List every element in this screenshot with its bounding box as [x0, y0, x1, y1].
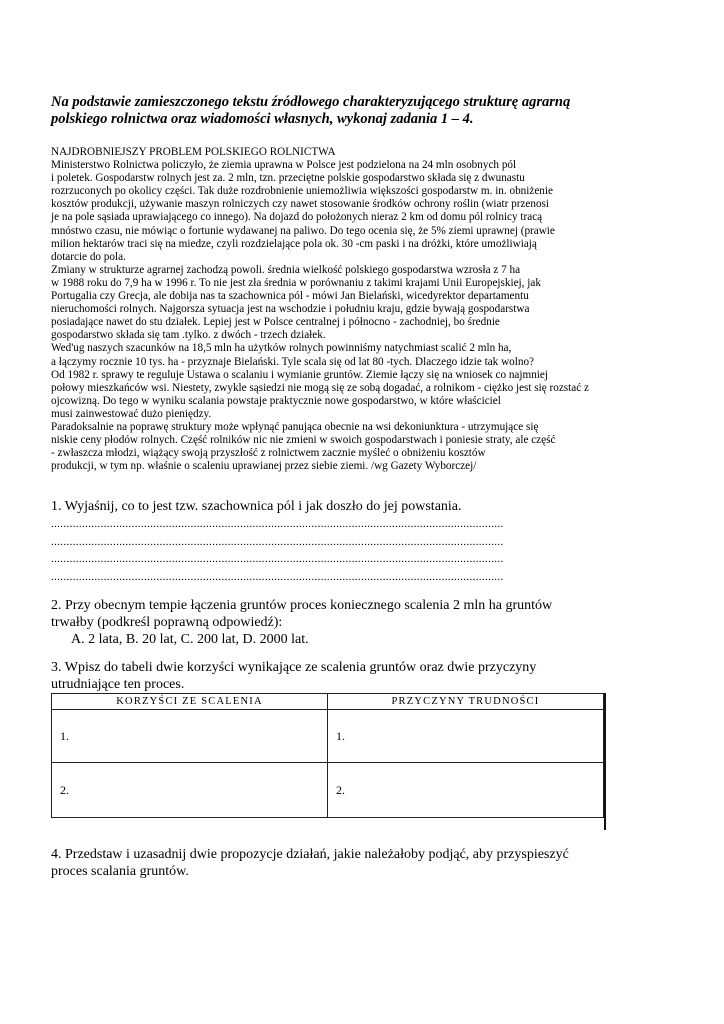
answer-line[interactable]: ..................................................................................................................................................: [51, 535, 504, 548]
source-line: ojcowizną. Do tego w wyniku scalania powstaje praktycznie nowe gospodarstwo, w które właściciel: [51, 394, 501, 407]
source-text: [51, 146, 691, 473]
source-line: Paradoksalnie na poprawę struktury może wpłynąć panująca obecnie na wsi dekoniunktura - utrzymujące się: [51, 420, 539, 433]
question-4-line: 4. Przedstaw i uzasadnij dwie propozycje działań, jakie należałoby podjąć, aby przyspieszyć: [51, 847, 569, 862]
source-line: w 1988 roku do 7,9 ha w 1996 r. To nie jest zła średnia w porównaniu z takimi krajami Unii Europejskiej, jak: [51, 276, 541, 289]
source-line: mnóstwo czasu, nie mówiąc o fortunie wydawanej na paliwo. Do tego ocenia się, że 5% ziemi uprawnej (prawie: [51, 224, 555, 237]
answer-line[interactable]: ..................................................................................................................................................: [51, 518, 504, 530]
source-line: je na pole sąsiada uprawiającego co innego). Na dojazd do położonych nieraz 2 km od domu pól rolnicy tracą: [51, 211, 543, 224]
source-line: musi zainwestować dużo pieniędzy.: [51, 407, 212, 420]
table-row: [52, 710, 604, 763]
answer-table: [51, 693, 604, 818]
source-line: posiadające nawet do stu działek. Lepiej jest w Polsce centralnej i północno - zachodniej, bo średnie: [51, 316, 500, 329]
question-3-line: utrudniające ten proces.: [51, 677, 185, 692]
source-line: Portugalia czy Grecja, ale dobija nas ta szachownica pól - mówi Jan Bielański, wicedyrektor departamentu: [51, 290, 529, 303]
table-right-border: [604, 693, 606, 830]
question-4: [51, 846, 569, 880]
source-line: połowy mieszkańców wsi. Niestety, zwykle sąsiedzi nie mogą się ze sobą dogadać, a rolnikom - ciężko jest się rozstać z: [51, 381, 589, 394]
header-difficulties: PRZYCZYNY TRUDNOŚCI: [328, 694, 604, 710]
question-2-line: 2. Przy obecnym tempie łączenia gruntów proces koniecznego scalenia 2 mln ha gruntów: [51, 598, 553, 613]
question-2-options[interactable]: A. 2 lata, B. 20 lat, C. 200 lat, D. 2000 lat.: [71, 632, 309, 647]
source-line: rozrzuconych po okolicy części. Tak duże rozdrobnienie uniemożliwia większości gospodarstw m. in. obniżenie: [51, 185, 553, 198]
source-line: Zmiany w strukturze agrarnej zachodzą powoli. średnia wielkość polskiego gospodarstwa wzrosła z 7 ha: [51, 263, 521, 276]
source-line: milion hektarów traci się na miedze, czyli rozdzielające pola ok. 30 -cm paski i na dróżki, które umożliwiają: [51, 237, 537, 250]
benefit-cell-2[interactable]: 2.: [52, 763, 328, 818]
instruction-line: Na podstawie zamieszczonego tekstu źródłowego charakteryzującego strukturę agrarną: [51, 94, 571, 110]
source-line: - zwłaszcza młodzi, wiążący swoją przyszłość z rolnictwem zacznie myśleć o obniżeniu kosztów: [51, 447, 486, 460]
question-3-line: 3. Wpisz do tabeli dwie korzyści wynikające ze scalenia gruntów oraz dwie przyczyny: [51, 660, 537, 675]
source-line: Ministerstwo Rolnictwa policzyło, że ziemia uprawna w Polsce jest podzielona na 24 mln osobnych pól: [51, 159, 517, 172]
question-2-line: trwałby (podkreśl poprawną odpowiedź):: [51, 615, 283, 630]
source-line: gospodarstwo składa się tam .tylko. z dwóch - trzech działek.: [51, 329, 326, 342]
instruction-line: polskiego rolnictwa oraz wiadomości własnych, wykonaj zadania 1 – 4.: [51, 111, 474, 127]
answer-line[interactable]: ..................................................................................................................................................: [51, 553, 504, 565]
source-line: niskie ceny płodów rolnych. Część rolników nic nie zmieni w swoich gospodarstwach i poniesie straty, ale część: [51, 434, 556, 447]
source-title: NAJDROBNIEJSZY PROBLEM POLSKIEGO ROLNICTWA: [51, 146, 336, 158]
table-row: [52, 763, 604, 818]
source-line: dotarcie do pola.: [51, 250, 126, 263]
question-2: [51, 597, 552, 648]
question-1: 1. Wyjaśnij, co to jest tzw. szachownica pól i jak doszło do jej powstania.: [51, 499, 462, 514]
source-line: Wed'ug naszych szacunków na 18,5 mln ha użytków rolnych powinniśmy natychmiast scalić 2 mln ha,: [51, 342, 512, 355]
source-line: produkcji, w tym np. właśnie o scaleniu uprawianej przez siebie ziemi. /wg Gazety Wyborczej/: [51, 460, 477, 473]
difficulty-cell-1[interactable]: 1.: [328, 710, 604, 763]
difficulty-cell-2[interactable]: 2.: [328, 763, 604, 818]
source-line: a łączymy rocznie 10 tys. ha - przyznaje Bielański. Tyle scala się od lat 80 -tych. Dlaczego idzie tak wolno?: [51, 355, 535, 368]
source-line: nieruchomości rolnych. Najgorsza sytuacja jest na wschodzie i południu kraju, gdzie bywają gospodarstwa: [51, 303, 530, 316]
header-benefits: KORZYŚCI ZE SCALENIA: [52, 694, 328, 710]
question-3: [51, 659, 536, 693]
benefit-cell-1[interactable]: 1.: [52, 710, 328, 763]
task-instruction: [51, 94, 691, 128]
question-4-line: proces scalania gruntów.: [51, 864, 189, 879]
answer-lines: [51, 516, 504, 586]
source-line: Od 1982 r. sprawy te reguluje Ustawa o scalaniu i wymianie gruntów. Ziemie łączy się na wniosek co najmniej: [51, 368, 548, 381]
answer-line[interactable]: ..................................................................................................................................................: [51, 570, 504, 583]
source-line: i poletek. Gospodarstw rolnych jest za. 2 mln, tzn. przeciętne polskie gospodarstwo składa się z dwunastu: [51, 172, 525, 185]
source-line: kosztów produkcji, używanie maszyn rolniczych czy nawet stosowanie środków ochrony roślin (wiatr przenosi: [51, 198, 550, 211]
answer-table-wrapper: [51, 693, 604, 830]
